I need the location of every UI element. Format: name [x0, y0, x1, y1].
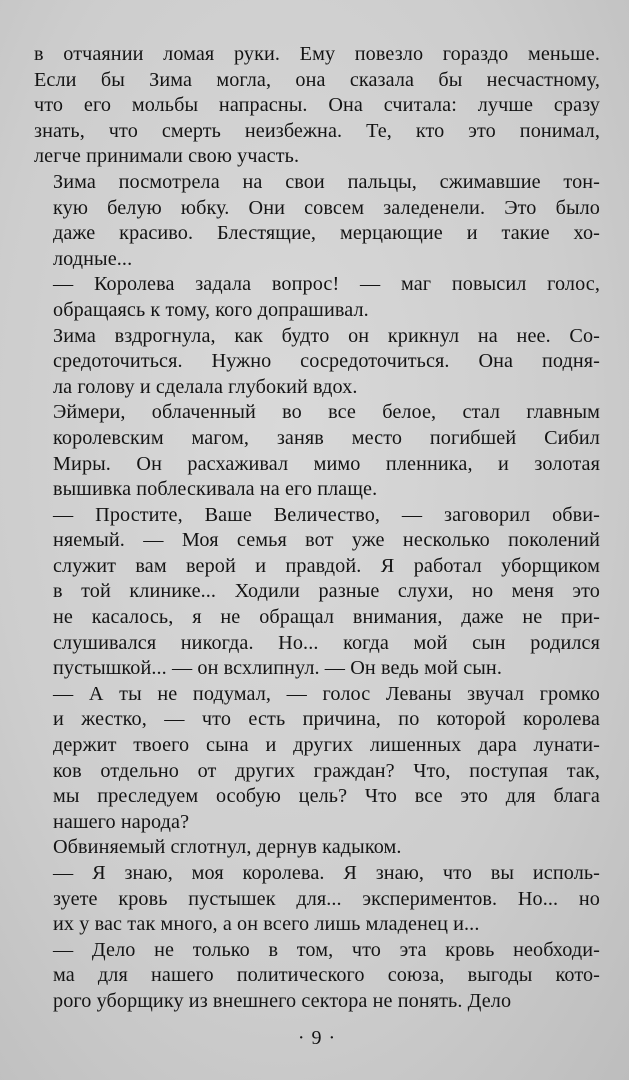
text-line: Обвиняемый сглотнул, дернув кадыком. — [53, 836, 402, 859]
text-line: Зима посмотрела на свои пальцы, сжимавшие тон- — [53, 170, 600, 193]
text-line: ма для нашего политического союза, выгоды кото- — [53, 964, 600, 987]
text-line: — Простите, Ваше Величество, — заговорил обви- — [53, 503, 600, 526]
text-line: в отчаянии ломая руки. Ему повезло гораздо меньше. — [34, 43, 600, 65]
text-line: даже красиво. Блестящие, мерцающие и такие хо- — [53, 222, 600, 245]
text-line: лодные... — [53, 247, 133, 270]
paragraph — [34, 938, 600, 1015]
text-line: рого уборщику из внешнего сектора не понять. Дело — [53, 989, 512, 1012]
text-line: Миры. Он расхаживал мимо пленника, и золотая — [53, 452, 600, 475]
text-line: и жестко, — что есть причина, по которой королева — [53, 708, 600, 731]
text-line: ла голову и сделала глубокий вдох. — [53, 375, 358, 398]
text-line: мы преследуем особую цель? Что все это для блага — [53, 785, 600, 808]
text-line: что его мольбы напрасны. Она считала: лучше сразу — [34, 94, 600, 117]
text-line: слушивался никогда. Но... когда мой сын родился — [53, 631, 600, 654]
text-line: зуете кровь пустышек для... экспериментов. Но... но — [53, 887, 600, 910]
text-line: держит твоего сына и других лишенных дара лунати- — [53, 734, 600, 757]
text-line: служит вам верой и правдой. Я работал уборщиком — [53, 554, 600, 577]
paragraph — [34, 503, 600, 682]
text-line: Эймери, облаченный во все белое, стал главным — [53, 401, 600, 424]
page-number: · 9 · — [297, 1027, 337, 1049]
text-line: их у вас так много, а он всего лишь младенец и... — [53, 913, 480, 936]
text-line: знать, что смерть неизбежна. Те, кто это понимал, — [34, 119, 600, 142]
text-line: пустышкой... — он всхлипнул. — Он ведь мой сын. — [53, 657, 502, 680]
text-line: — Королева задала вопрос! — маг повысил голос, — [53, 273, 600, 296]
body-text — [34, 42, 600, 1015]
paragraph — [34, 835, 600, 861]
paragraph — [34, 861, 600, 938]
text-line: Зима вздрогнула, как будто он крикнул на нее. Со- — [53, 324, 600, 347]
paragraph — [34, 170, 600, 272]
text-line: нашего народа? — [53, 810, 190, 833]
text-line: королевским магом, заняв место погибшей Сибил — [53, 426, 600, 449]
text-line: в той клинике... Ходили разные слухи, но меня это — [53, 580, 600, 603]
text-line: обращаясь к тому, кого допрашивал. — [53, 298, 369, 321]
paragraph — [34, 42, 600, 170]
text-line: ков отдельно от других граждан? Что, поступая так, — [53, 759, 600, 782]
text-line: средоточиться. Нужно сосредоточиться. Она подня- — [53, 350, 600, 373]
text-line: не касалось, я не обращал внимания, даже не при- — [53, 606, 600, 629]
paragraph — [34, 400, 600, 502]
paragraph — [34, 324, 600, 401]
paragraph — [34, 272, 600, 323]
text-line: — Дело не только в том, что эта кровь необходи- — [53, 938, 600, 961]
book-page — [34, 42, 600, 1049]
text-line: кую белую юбку. Они совсем заледенели. Это было — [53, 196, 600, 219]
text-line: Если бы Зима могла, она сказала бы несчастному, — [34, 68, 600, 91]
text-line: вышивка поблескивала на его плаще. — [53, 478, 378, 501]
text-line: — Я знаю, моя королева. Я знаю, что вы исполь- — [53, 862, 600, 884]
paragraph — [34, 682, 600, 836]
text-line: няемый. — Моя семья вот уже несколько поколений — [53, 529, 600, 552]
text-line: легче принимали свою участь. — [34, 145, 300, 168]
text-line: — А ты не подумал, — голос Леваны звучал громко — [53, 682, 600, 705]
